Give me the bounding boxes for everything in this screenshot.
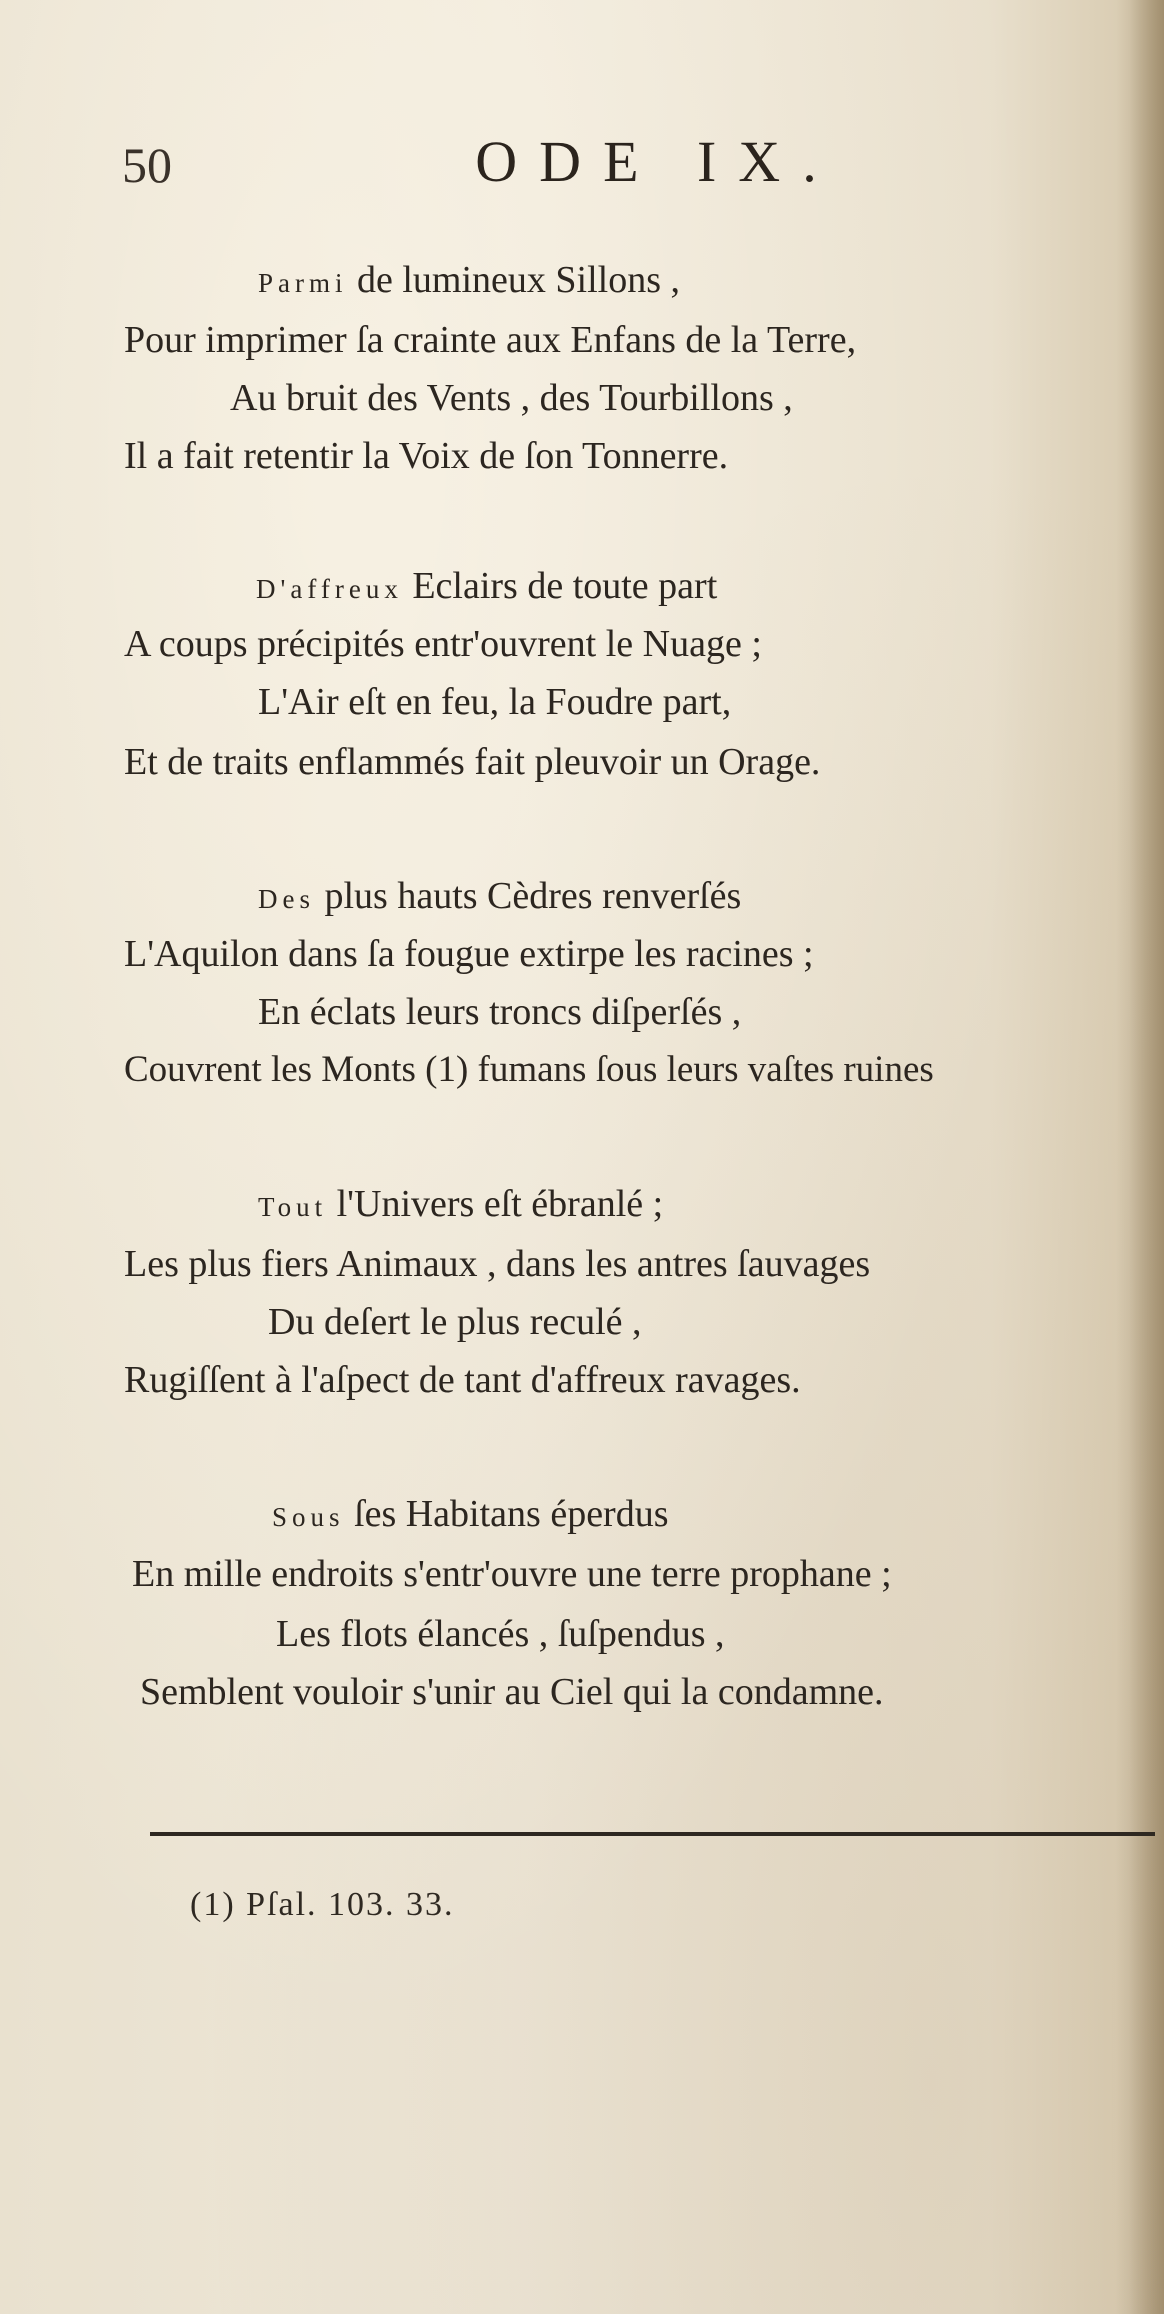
verse-text: plus hauts Cèdres renverſés [315, 875, 742, 917]
running-head: ODE IX. [475, 129, 839, 194]
verse-line: L'Aquilon dans ſa fougue extirpe les racines ; [124, 933, 814, 975]
verse-line: A coups précipités entr'ouvrent le Nuage ; [124, 623, 762, 665]
small-caps-lead: Parmi [258, 268, 348, 298]
verse-line: Au bruit des Vents , des Tourbillons , [230, 377, 793, 419]
verse-line [258, 256, 680, 307]
small-caps-lead: Des [258, 884, 315, 914]
small-caps-lead: Tout [258, 1192, 328, 1222]
verse-line: Semblent vouloir s'unir au Ciel qui la condamne. [140, 1671, 884, 1713]
small-caps-lead: Sous [272, 1502, 345, 1532]
verse-line: Pour imprimer ſa crainte aux Enfans de la Terre, [124, 319, 857, 361]
verse-line: Rugiſſent à l'aſpect de tant d'affreux ravages. [124, 1359, 801, 1401]
footnote: (1) Pſal. 103. 33. [190, 1886, 455, 1923]
verse-text: l'Univers eſt ébranlé ; [327, 1183, 664, 1225]
verse-line [272, 1490, 669, 1541]
verse-line [256, 562, 717, 613]
verse-text: de lumineux Sillons , [347, 259, 680, 301]
small-caps-lead: D'affreux [256, 574, 403, 604]
page-number: 50 [122, 137, 172, 193]
verse-line: Couvrent les Monts (1) fumans ſous leurs vaſtes ruines [124, 1049, 934, 1090]
verse-line: Du deſert le plus reculé , [268, 1301, 642, 1343]
verse-line: Les flots élancés , ſuſpendus , [276, 1613, 725, 1655]
verse-text: Eclairs de toute part [402, 565, 718, 607]
verse-text: ſes Habitans éperdus [344, 1493, 669, 1535]
verse-line: En mille endroits s'entr'ouvre une terre prophane ; [132, 1553, 892, 1595]
verse-line: Et de traits enflammés fait pleuvoir un Orage. [124, 741, 821, 783]
page-edge-shadow [1116, 0, 1164, 2314]
verse-line [258, 872, 741, 923]
verse-line: Il a fait retentir la Voix de ſon Tonnerre. [124, 435, 729, 477]
verse-line: En éclats leurs troncs diſperſés , [258, 991, 742, 1033]
verse-line: L'Air eſt en feu, la Foudre part, [258, 681, 732, 723]
footnote-rule [150, 1832, 1155, 1836]
verse-line [258, 1180, 663, 1231]
verse-line: Les plus fiers Animaux , dans les antres ſauvages [124, 1243, 871, 1285]
